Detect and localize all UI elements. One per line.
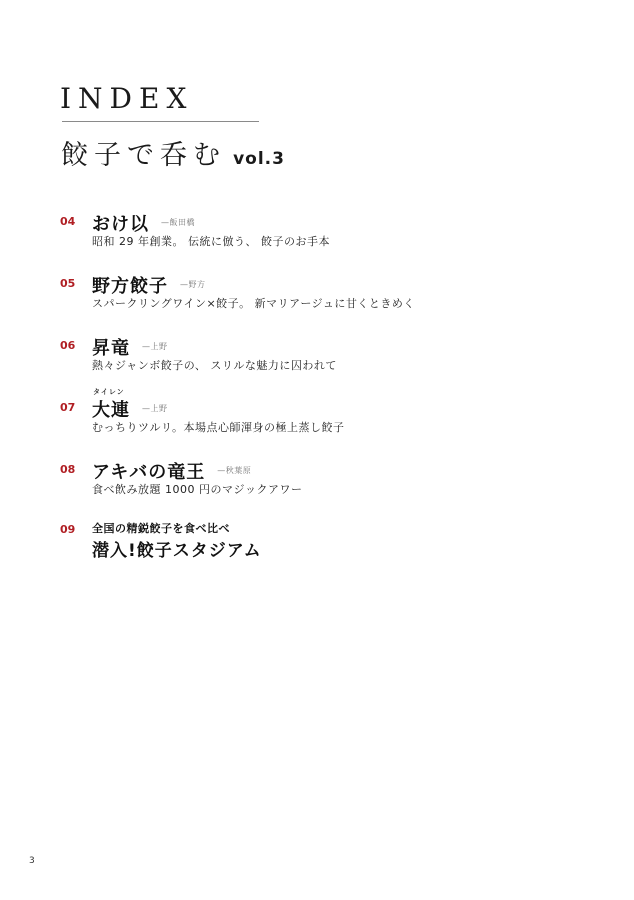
entry-description: 食べ飲み放題 1000 円のマジックアワー xyxy=(92,483,303,496)
header-divider xyxy=(62,121,259,122)
issue-title-text: 餃子で呑む xyxy=(61,140,226,171)
feature-subtitle: 全国の精鋭餃子を食べ比べ xyxy=(92,522,230,535)
issue-title xyxy=(61,133,285,172)
feature-title: 潜入!餃子スタジアム xyxy=(92,541,262,561)
entry-page-number: 05 xyxy=(60,277,76,290)
restaurant-name: 昇竜 xyxy=(92,338,130,359)
entry-page-number: 07 xyxy=(60,401,76,414)
entry-page-number: 09 xyxy=(60,523,76,536)
restaurant-name: アキバの竜王 xyxy=(92,462,206,483)
restaurant-location: —野方 xyxy=(180,280,206,289)
index-heading: INDEX xyxy=(60,82,194,115)
restaurant-name-ruby: タイレン xyxy=(93,388,125,396)
entry-page-number: 08 xyxy=(60,463,76,476)
restaurant-location: —上野 xyxy=(142,342,168,351)
entry-page-number: 06 xyxy=(60,339,76,352)
entry-page-number: 04 xyxy=(60,215,76,228)
restaurant-name: 野方餃子 xyxy=(92,276,168,297)
entry-description: 昭和 29 年創業。 伝統に倣う、 餃子のお手本 xyxy=(92,235,330,248)
restaurant-location: —飯田橋 xyxy=(161,218,195,227)
entry-description: 熱々ジャンボ餃子の、 スリルな魅力に囚われて xyxy=(92,359,337,372)
issue-volume: vol.3 xyxy=(233,149,285,169)
restaurant-location: —秋葉原 xyxy=(217,466,252,475)
entry-description: スパークリングワイン×餃子。 新マリアージュに甘くときめく xyxy=(92,297,415,310)
restaurant-location: —上野 xyxy=(142,404,168,413)
entry-description: むっちりツルリ。本場点心師渾身の極上蒸し餃子 xyxy=(92,421,345,434)
page-number: 3 xyxy=(29,856,35,866)
restaurant-name: 大連 xyxy=(92,400,130,421)
restaurant-name: おけ以 xyxy=(92,214,149,235)
